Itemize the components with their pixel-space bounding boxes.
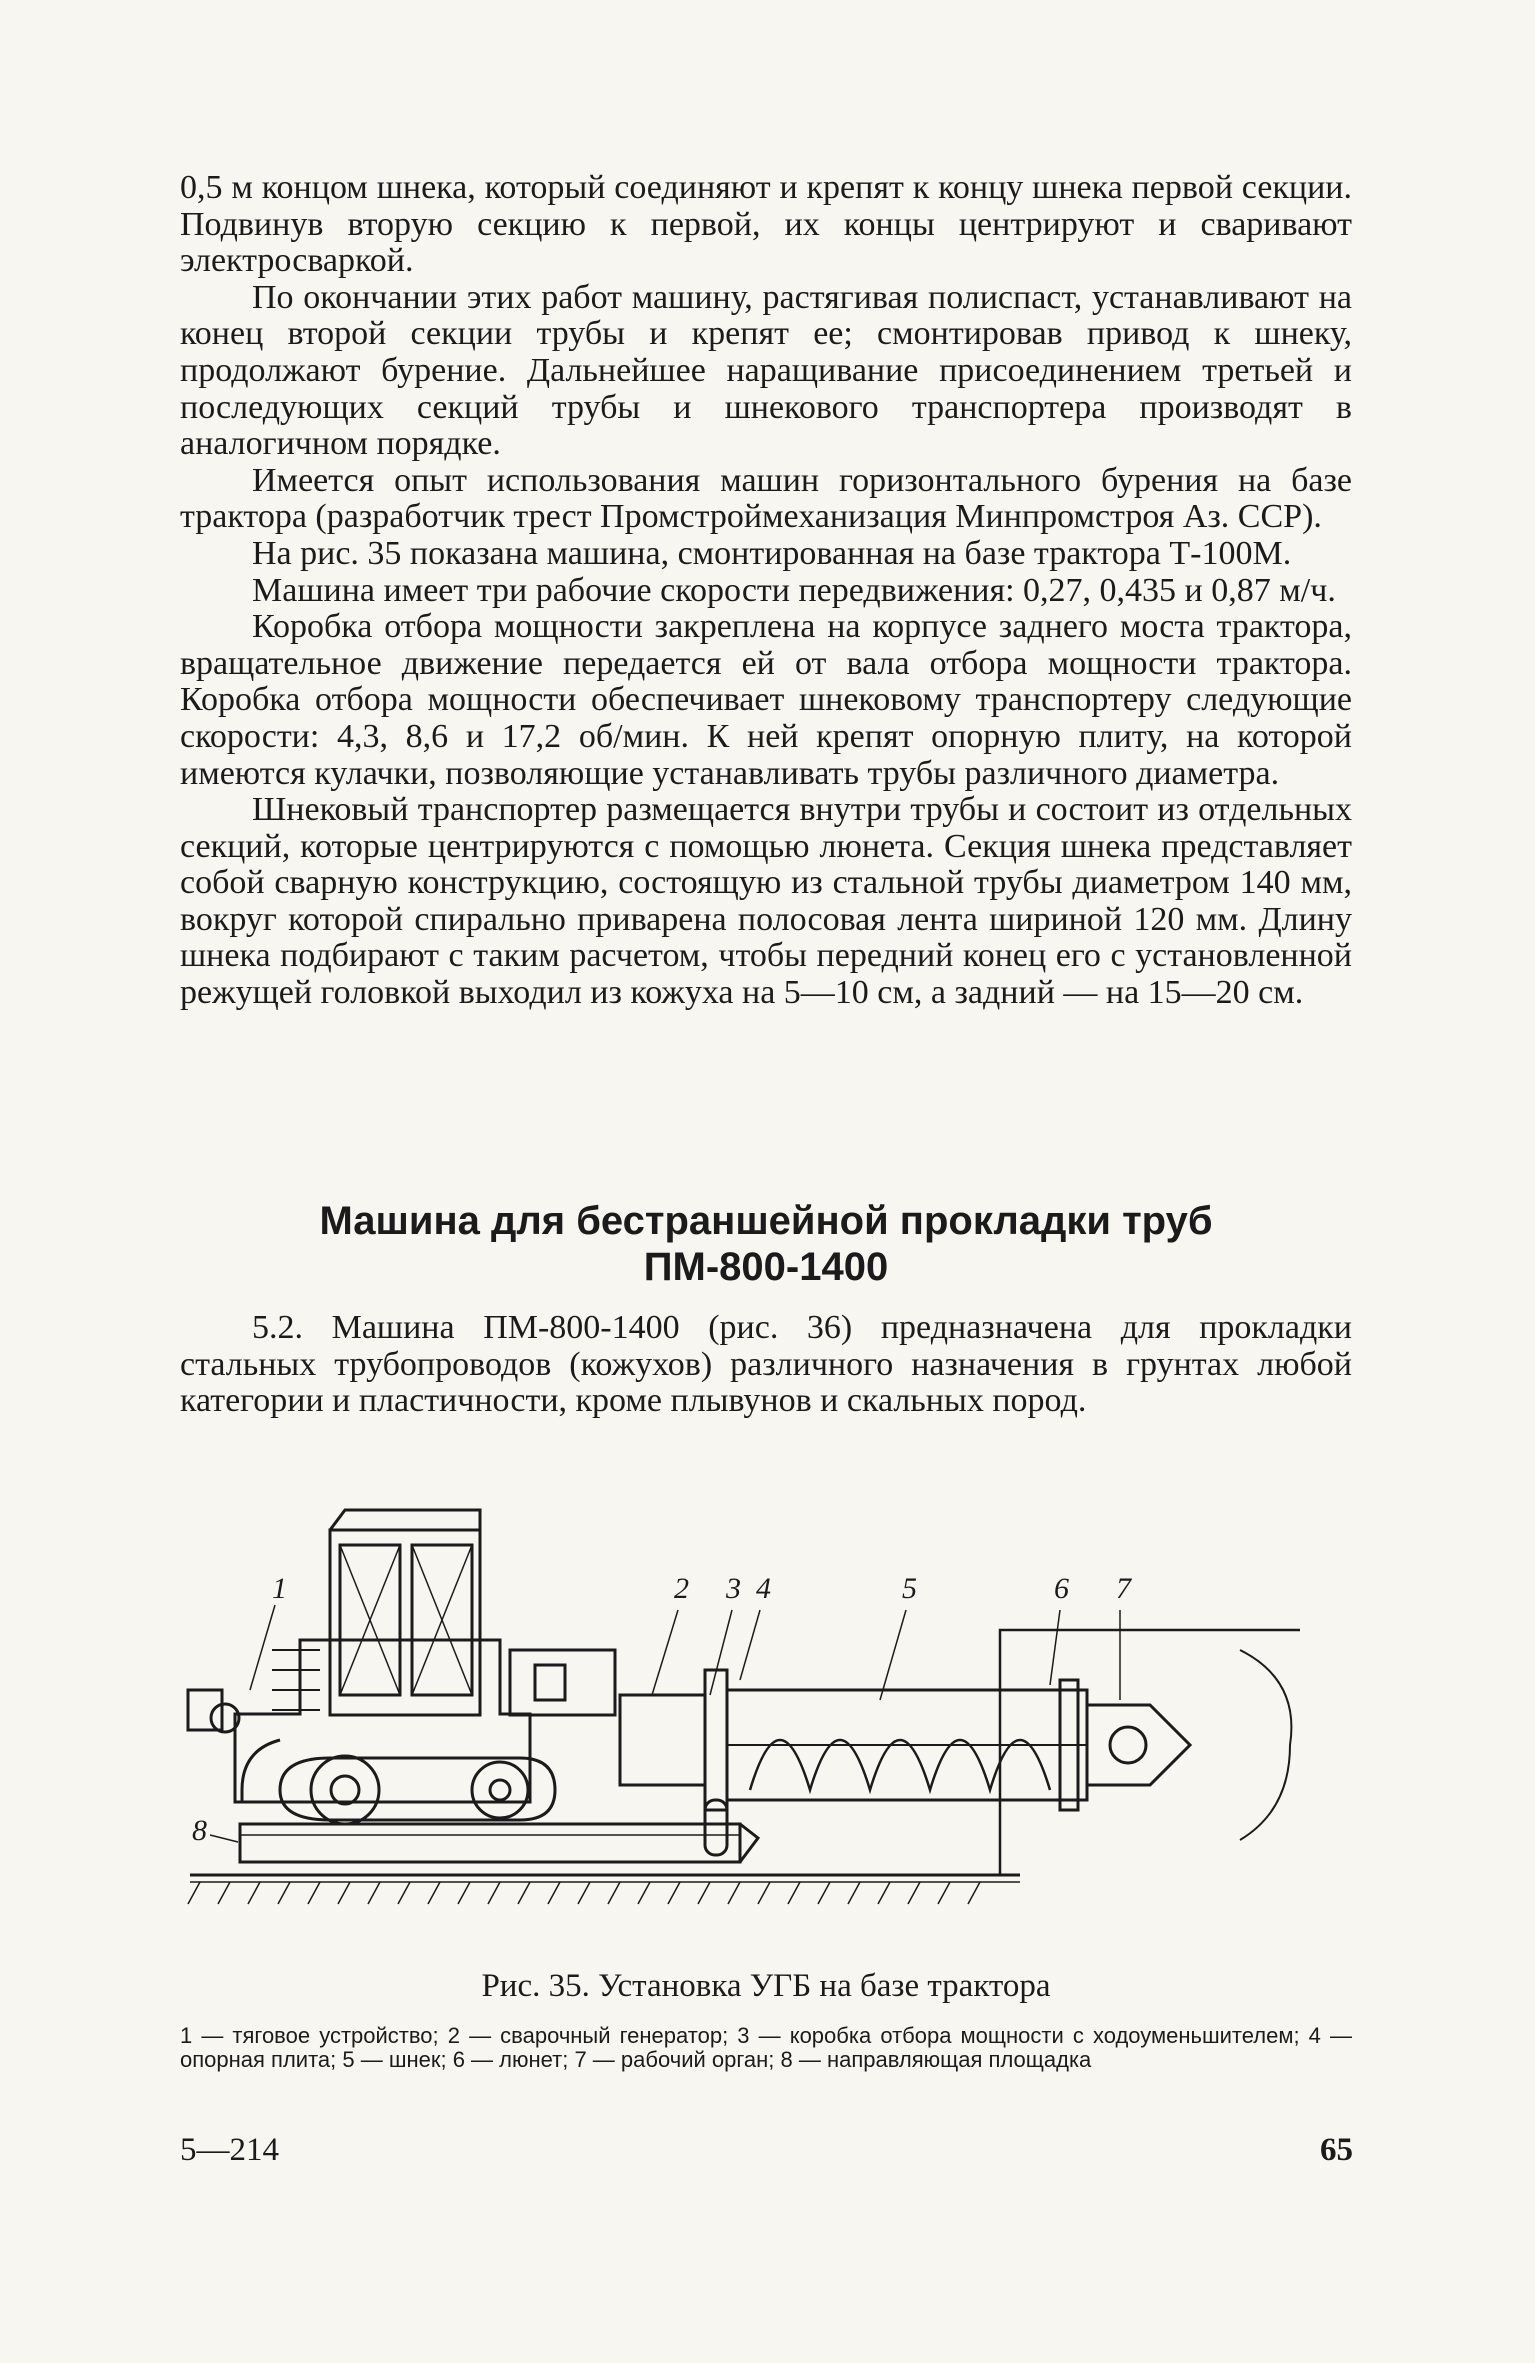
signature-mark: 5—214 — [180, 2132, 279, 2168]
heading-line-2: ПМ-800-1400 — [643, 1245, 889, 1289]
section-text — [180, 1310, 1352, 1420]
figure-35-drawing — [180, 1490, 1352, 1950]
paragraph: На рис. 35 показана машина, смонтированная на базе трактора Т-100М. — [252, 534, 1292, 572]
figure-label-3: 3 — [726, 1572, 741, 1605]
figure-label-7: 7 — [1116, 1572, 1131, 1605]
figure-label-8: 8 — [192, 1814, 207, 1847]
paragraph: Имеется опыт использования машин горизонтального бурения на базе трактора (разработчик трест Промстроймеханизация Минпромстроя Аз. ССР). — [180, 461, 1352, 536]
figure-caption: Рис. 35. Установка УГБ на базе трактора — [481, 1968, 1051, 2004]
figure-label-6: 6 — [1054, 1572, 1069, 1605]
figure-label-1: 1 — [272, 1572, 287, 1605]
paragraph: По окончании этих работ машину, растягивая полиспаст, устанавливают на конец второй секции трубы и крепят ее; смонтировав привод к шнеку, продолжают бурение. Дальнейшее наращивание присоединением третьей и последующих секций трубы и шнекового транспортера производят в аналогичном порядке. — [180, 278, 1352, 463]
figure-label-4: 4 — [756, 1572, 771, 1605]
figure-legend: 1 — тяговое устройство; 2 — сварочный генератор; 3 — коробка отбора мощности с ходоуменьшителем; 4 — опорная плита; 5 — шнек; 6 — люнет; 7 — рабочий орган; 8 — направляющая площадка — [180, 2023, 1352, 2072]
machine-illustration — [180, 1490, 1352, 1950]
paragraph: 0,5 м концом шнека, который соединяют и крепят к концу шнека первой секции. Подвинув вторую секцию к первой, их концы центрируют и сваривают электросваркой. — [180, 169, 1352, 280]
paragraph: Машина имеет три рабочие скорости передвижения: 0,27, 0,435 и 0,87 м/ч. — [252, 571, 1336, 609]
page-number: 65 — [1320, 2132, 1353, 2168]
section-body: Машина ПМ-800-1400 (рис. 36) предназначена для прокладки стальных трубопроводов (кожухов) различного назначения в грунтах любой категории и пластичности, кроме плывунов и скальных пород. — [180, 1309, 1353, 1420]
body-text — [180, 170, 1352, 1012]
heading-line-1: Машина для бестраншейной прокладки труб — [319, 1199, 1213, 1243]
section-heading — [180, 1198, 1352, 1290]
figure-label-2: 2 — [674, 1572, 689, 1605]
paragraph: Коробка отбора мощности закреплена на корпусе заднего моста трактора, вращательное движение передается ей от вала отбора мощности трактора. Коробка отбора мощности обеспечивает шнековому транспортеру следующие скорости: 4,3, 8,6 и 17,2 об/мин. К ней крепят опорную плиту, на которой имеются кулачки, позволяющие устанавливать трубы различного диаметра. — [180, 608, 1352, 792]
section-number: 5.2. — [252, 1309, 303, 1346]
section-paragraph — [180, 1310, 1352, 1420]
figure-label-5: 5 — [902, 1572, 917, 1605]
paragraph: Шнековый транспортер размещается внутри трубы и состоит из отдельных секций, которые центрируются с помощью люнета. Секция шнека представляет собой сварную конструкцию, состоящую из стальной трубы диаметром 140 мм, вокруг которой спирально приварена полосовая лента шириной 120 мм. Длину шнека подбирают с таким расчетом, чтобы передний конец его с установленной режущей головкой выходил из кожуха на 5—10 см, а задний — на 15—20 см. — [180, 791, 1352, 1012]
